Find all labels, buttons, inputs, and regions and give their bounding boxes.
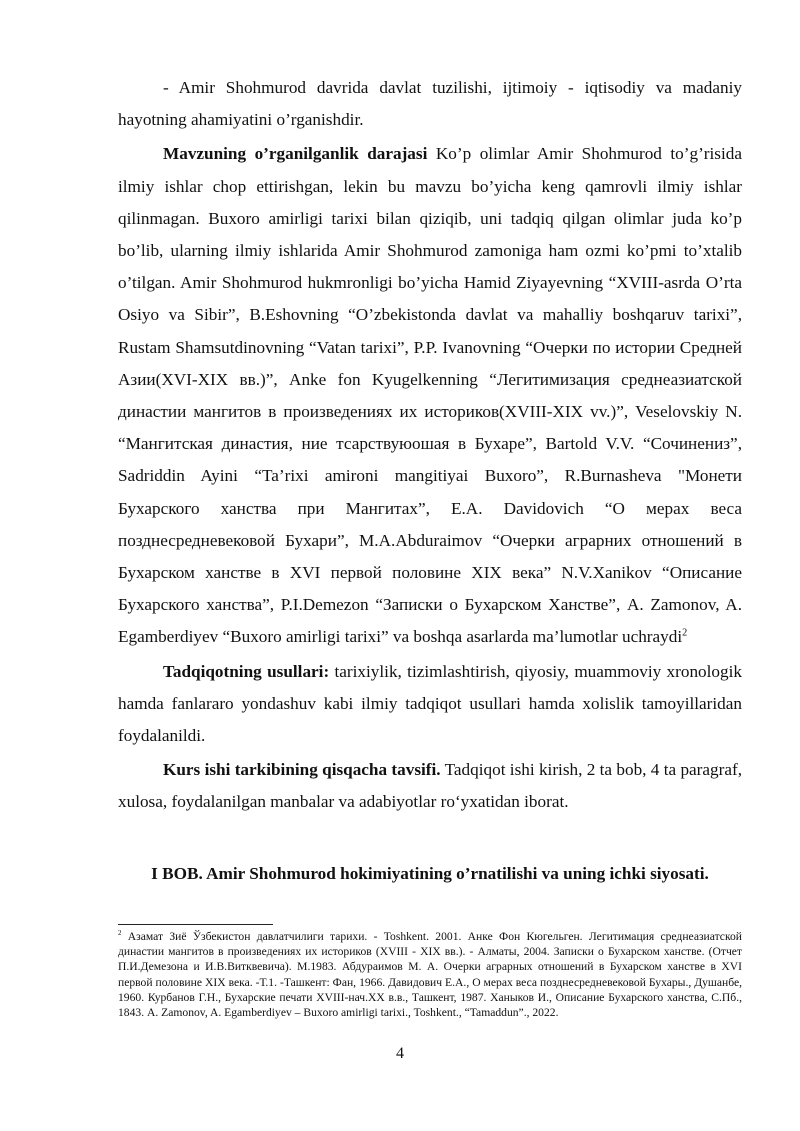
paragraph-heading: Mavzuning o’rganilganlik darajasi xyxy=(163,144,428,164)
paragraph-research-degree: Mavzuning o’rganilganlik darajasi Ko’p olimlar Amir Shohmurod to’g’risida ilmiy ishlar chop ettirishgan, lekin bu mavzu bo’yicha keng qamrovli ilmiy ishlar qilinmagan. Buxoro amirligi tarixi bilan qiziqib, uni tadqiq qilgan olimlar juda ko’p bo’lib, ularning ilmiy ishlarida Amir Shohmurod zamoniga ham ozmi ko’pmi to’xtalib o’tilgan. Amir Shohmurod hukmronligi bo’yicha Hamid Ziyayevning “XVIII-asrda O’rta Osiyo va Sibir”, B.Eshovning “O’zbekistonda davlat va mahalliy boshqaruv tarixi”, Rustam Shamsutdinovning “Vatan tarixi”, P.P. Ivanovning “Очерки по истории Средней Азии(XVI-XIX вв.)”, Anke fon Kyugelkenning “Легитимизация среднеазиатской династии мангитов в произведениях их историков(XVIII-XIX vv.)”, Veselovskiy N. “Мангитская династия, ниe тсарствуюошая в Бухаре”, Bartold V.V. “Сочинениз”, Sadriddin Ayini “Ta’rixi amironi mangitiyai Buxoro”, R.Burnasheva "Монети Бухарского ханства при Мангитах”, E.A. Davidovich “О мерах веса позднесредневековой Бухари”, M.A.Abduraimov “Очерки аграрних отношений в Бухарском ханстве в XVI первой половине XIX века” N.V.Xanikov “Описание Бухарского ханства”, P.I.Demezon “Записки о Бухарском Ханстве”, A. Zamonov, A. Egamberdiyev “Buxoro amirligi tarixi” va boshqa asarlarda ma’lumotlar uchraydi$^2$ xyxy=(118,144,742,647)
footnote xyxy=(118,929,742,1020)
paragraph-research-methods: Tadqiqotning usullari: tarixiylik, tizimlashtirish, qiyosiy, muammoviy xronologik hamda fanlararo yondashuv kabi ilmiy tadqiqot usullari hamda xolislik tamoyillaridan foydalanildi. xyxy=(118,661,742,746)
footnote-separator xyxy=(118,924,273,925)
paragraph-heading: Tadqiqotning usullari: xyxy=(163,661,330,681)
page-number: 4 xyxy=(396,1045,404,1062)
paragraph-heading: Kurs ishi tarkibining qisqacha tavsifi. xyxy=(163,760,441,780)
chapter-heading: I BOB. Amir Shohmurod hokimiyatining o’rnatilishi va uning ichki siyosati. xyxy=(151,864,709,883)
body-text xyxy=(118,72,742,819)
footnote-mark: 2 xyxy=(118,929,122,938)
paragraph-structure: Kurs ishi tarkibining qisqacha tavsifi. Tadqiqot ishi kirish, 2 ta bob, 4 ta paragraf, xulosa, foydalanilgan manbalar va adabiyotlar ro‘yxatidan iborat. xyxy=(118,760,742,812)
paragraph-aim: - Amir Shohmurod davrida davlat tuzilishi, ijtimoiy - iqtisodiy va madaniy hayotning ahamiyatini o’rganishdir. xyxy=(118,78,742,130)
footnote-text: Азамат Зиё Ўзбекистон давлатчилиги тарихи. - Toshkent. 2001. Анке Фон Кюгельген. Легитимация среднеазиатской династии мангитов в произведениях их историков (XVIII - XIX вв.). - Алматы, 2004. Записки о Бухарском ханстве. (Отчет П.И.Демезона и И.В.Витквевича). М.1983. Абдураимов М. А. Очерки аграрных отношений в Бухарском ханстве в XVI первой половине XIX века. -Т.1. -Ташкент: Фан, 1966. Давидович Е.А., О мерах веса позднесредневековой Бухары., Душанбе, 1960. Курбанов Г.Н., Бухарские печати XVIII-нач.XX в.в., Ташкент, 1987. Ханыков И., Описание Бухарского ханства, С.Пб., 1843. A. Zamonov, A. Egamberdiyev – Buxoro amirligi tarixi., Toshkent., “Tamaddun”., 2022. xyxy=(118,930,742,1020)
footnote-reference: 2 xyxy=(682,627,688,639)
